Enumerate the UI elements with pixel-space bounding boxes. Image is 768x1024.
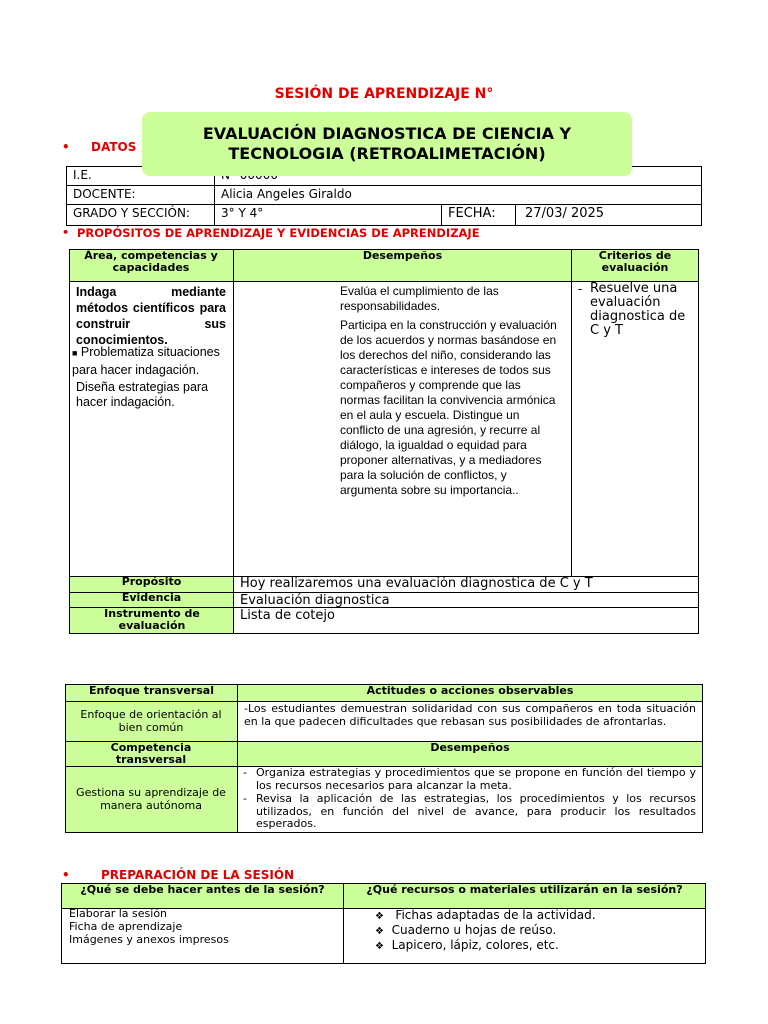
diamond-bullet-icon: ❖ (375, 911, 384, 922)
recurso-item-2 (375, 923, 556, 939)
propositos-bullet: • (62, 226, 70, 239)
desempeno-2: Participa en la construcción y evaluación de los acuerdos y normas basándose en los derechos del niño, considerando las características e intereses de todos sus compañeros y comprende que las normas facilitan la convivencia armónica en el aula y escuela. Distingue un conflicto de una agresión, y recurre al diálogo, la igualdad o equidad para proponer alternativas, y a mediadores para la solución de conflictos, y argumenta sobre su importancia.. (340, 318, 557, 497)
session-title: SESIÓN DE APRENDIZAJE N° (274, 86, 494, 102)
propositos-heading: PROPÓSITOS DE APRENDIZAJE Y EVIDENCIAS DE APRENDIZAJE (77, 226, 480, 240)
diamond-bullet-icon: ❖ (375, 941, 384, 952)
actitud-value: -Los estudiantes demuestran solidaridad con sus compañeros en toda situación en la que padecen dificultades que rebasan sus posibilidades de afrontarlas. (244, 702, 696, 728)
preparacion-bullet: • (62, 868, 70, 882)
desempeno-transversal-dash-1: - (243, 766, 247, 779)
ie-label: I.E. (73, 168, 92, 182)
antes-item-2: Ficha de aprendizaje (69, 920, 183, 933)
fecha-label: FECHA: (448, 206, 496, 221)
proposito-value: Hoy realizaremos una evaluación diagnostica de C y T (240, 576, 593, 591)
col-enfoque-header: Enfoque transversal (89, 684, 214, 697)
criterio-text: Resuelve una evaluación diagnostica de C y T (590, 281, 686, 338)
desempeno-1: Evalúa el cumplimiento de las responsabilidades. (340, 284, 499, 313)
col-antes-header: ¿Qué se debe hacer antes de la sesión? (80, 883, 325, 896)
instrumento-label: Instrumento de evaluación (104, 607, 200, 632)
grado-value: 3° Y 4° (221, 206, 264, 220)
recurso-item-1 (375, 908, 596, 924)
col-recursos-header: ¿Qué recursos o materiales utilizarán en la sesión? (366, 883, 683, 896)
col-desempenos-transversal-header: Desempeños (430, 741, 510, 754)
capacidad-1 (72, 344, 230, 379)
desempeno-transversal-1: Organiza estrategias y procedimientos que se propone en función del tiempo y los recursos necesarios para alcanzar la meta. (256, 766, 696, 792)
criterio-dash: - (578, 282, 583, 296)
preparacion-heading: PREPARACIÓN DE LA SESIÓN (101, 868, 295, 882)
diamond-bullet-icon: ❖ (375, 926, 384, 937)
datos-heading-bullet: • (62, 140, 70, 154)
recurso-item-2-text: Cuaderno u hojas de reúso. (391, 923, 557, 937)
session-banner (142, 112, 632, 176)
recurso-item-3-text: Lapicero, lápiz, colores, etc. (391, 938, 559, 952)
banner-title: EVALUACIÓN DIAGNOSTICA DE CIENCIA Y TECNOLOGIA (RETROALIMETACIÓN) (202, 124, 572, 163)
fecha-value: 27/03/ 2025 (525, 206, 605, 221)
grado-label: GRADO Y SECCIÓN: (73, 206, 190, 220)
col-competencia-header: Competencia transversal (110, 741, 192, 766)
capacidad-2: Diseña estrategias para hacer indagación. (76, 380, 209, 409)
antes-item-3: Imágenes y anexos impresos (69, 933, 229, 946)
docente-value: Alicia Angeles Giraldo (221, 187, 352, 201)
col-area-header: Área, competencias y capacidades (84, 249, 218, 274)
recurso-item-1-text: Fichas adaptadas de la actividad. (395, 908, 596, 922)
desempeno-transversal-dash-2: - (243, 792, 247, 805)
col-actitudes-header: Actitudes o acciones observables (366, 684, 574, 697)
evidencia-label: Evidencia (121, 591, 182, 604)
docente-label: DOCENTE: (73, 187, 136, 201)
evidencia-value: Evaluación diagnostica (240, 593, 390, 608)
col-desempenos-header: Desempeños (362, 249, 443, 262)
antes-item-1: Elaborar la sesión (69, 907, 168, 920)
col-criterios-header: Criterios de evaluación (598, 249, 672, 274)
square-bullet-icon: ■ (72, 348, 78, 358)
datos-heading: DATOS (91, 140, 137, 154)
desempeno-transversal-2: Revisa la aplicación de las estrategias, los procedimientos y los recursos utilizados, en función del nivel de avance, para producir los resultados esperados. (256, 792, 696, 830)
enfoque-value: Enfoque de orientación al bien común (80, 708, 222, 734)
capacidad-1-text: Problematiza situaciones para hacer indagación. (72, 345, 220, 377)
recurso-item-3 (375, 938, 559, 954)
proposito-label: Propósito (121, 575, 182, 588)
instrumento-value: Lista de cotejo (240, 608, 335, 623)
competencia-value: Gestiona su aprendizaje de manera autónoma (76, 786, 226, 812)
competencia-text: Indaga mediante métodos científicos para construir sus conocimientos. (76, 285, 226, 347)
